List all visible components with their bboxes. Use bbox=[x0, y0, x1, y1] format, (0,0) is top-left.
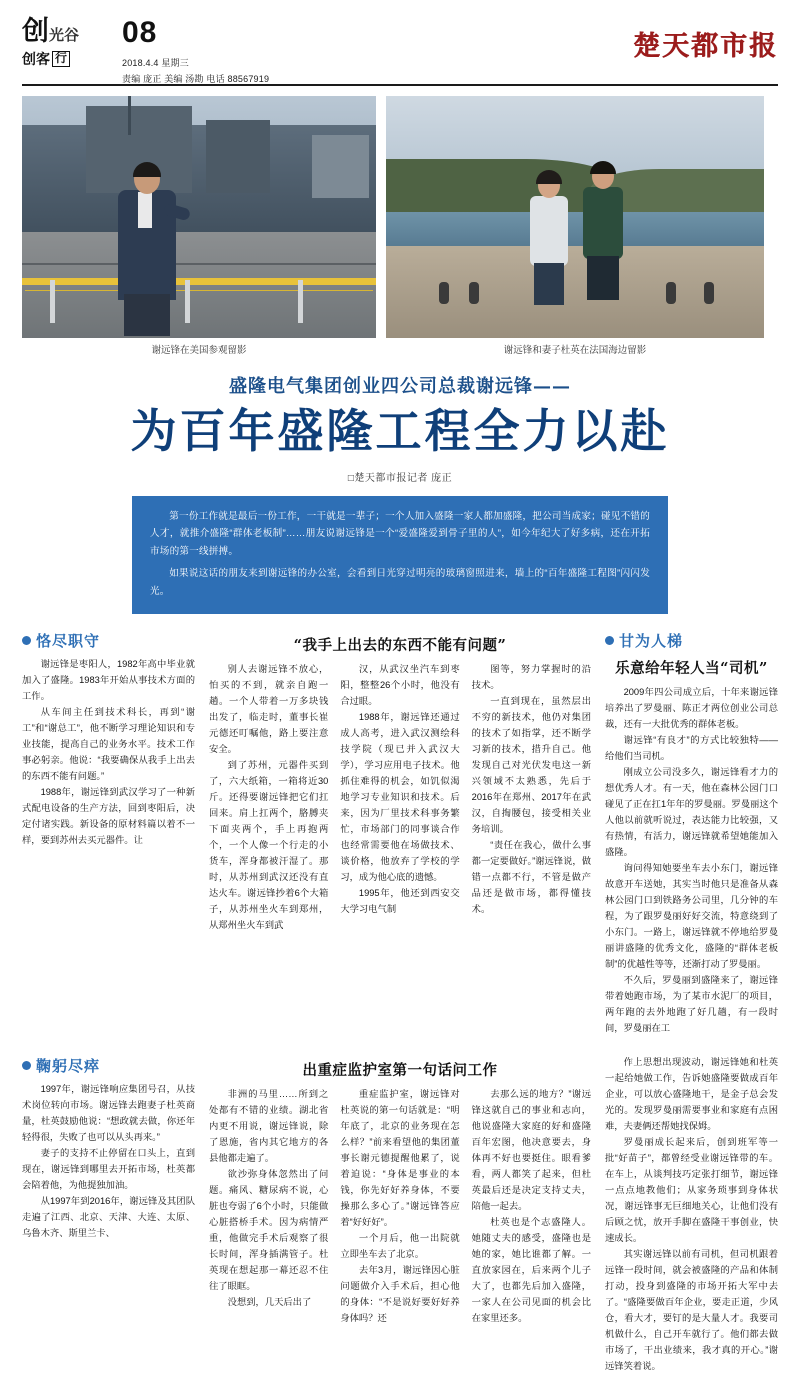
paragraph: 作上思想出现波动，谢远锋她和杜英一起给她做工作，告诉她盛隆要做成百年企业，可以放心盛隆地干，是金子总会发光的。发现罗曼丽需要事业和家庭有点困难，夫妻俩还帮她找保姆。 bbox=[605, 1056, 778, 1131]
paragraph: 去年3月，谢远锋因心脏问题做介入手术后，担心他的身体：“不是说好要好好养身体吗？还 bbox=[340, 1264, 460, 1323]
text-column bbox=[340, 662, 459, 934]
paragraph: 没想到，几天后出了 bbox=[227, 1296, 312, 1307]
center-text-columns-2 bbox=[209, 1087, 591, 1327]
text-column bbox=[472, 662, 591, 934]
paragraph: 1997年，谢远锋响应集团号召，从技术岗位转向市场。谢远锋去跑妻子杜英商量，杜英鼓励他说：“想政就去做，你还年轻得很，失败了也可以从头再来。” bbox=[22, 1083, 195, 1142]
paragraph: 1988年，谢远锋还通过成人高考，进入武汉测绘科技学院（现已并入武汉大学），学习应用电子技术。他抓住难得的机会，如饥似渴地学习专业知识和技术。后来，因为厂里技术科事务繁忙，市场部门的同事谈合作也经常需要他在场做技术、谈价格，他放弃了学校的学习，成为他心底的遗憾。 bbox=[340, 712, 460, 883]
section-heading-left-mid bbox=[22, 1055, 195, 1076]
paragraph: 杜英也是个志盛隆人。她随丈夫的感受，盛隆也是她的家，她比谁都了解。一直放家园在，后来两个儿子大了，也都先后加入盛隆，一家人在公司见面的机会比在家里还多。 bbox=[471, 1216, 591, 1323]
paragraph: 1988年，谢远锋到武汉学习了一种新式配电设备的生产方法，回到枣阳后，决定付诸实践。新设备的原材料篇以着不一样，要到苏州去买元器件。让 bbox=[22, 787, 195, 846]
photo-row bbox=[22, 96, 778, 356]
right-subhead: 乐意给年轻人当“司机” bbox=[615, 660, 768, 678]
photo-block-2 bbox=[386, 96, 764, 356]
paragraph: 从1997年到2016年，谢远锋及其团队走遍了江西、北京、天津、大连、太原、乌鲁木齐、斯里兰卡、 bbox=[22, 1195, 195, 1238]
paragraph: 妻子的支持不止停留在口头上，直到现在，谢远锋到哪里去开拓市场，杜英都会陪着他，为他提独加油。 bbox=[22, 1147, 195, 1190]
publication-logo bbox=[22, 18, 96, 69]
center-text-columns bbox=[209, 662, 591, 934]
paragraph: 到了苏州，元器件买到了，六大纸箱，一箱将近30斤。还得要谢远锋把它们扛回来。肩上扛两个，胳膊夹下面夹两个，手上再抱两个，一个人像一个行走的小货车，浑身都被汗湿了。那时，从苏州到武汉还没有直达火车。谢远锋抄着6个大箱子，从苏州坐火车到郑州，从郑州坐火车到武 bbox=[209, 760, 329, 931]
paragraph: 谢远锋“有良才”的方式比较独特——给他们当司机。 bbox=[605, 735, 778, 762]
page-title: 为百年盛隆工程全力以赴 bbox=[130, 404, 670, 458]
section-body bbox=[605, 1055, 778, 1375]
paragraph: 1995年，他还到西安交大学习电气制 bbox=[340, 888, 460, 915]
section-heading-left-top bbox=[22, 630, 195, 651]
paragraph: 其实谢远锋以前有司机，但司机跟着远锋一段时间，就会被盛隆的产品和体制打动，投身到盛隆的市场开拓大军中去了。“盛隆要做百年企业，要走正道，少风仓，看大才，要钉的是大量人才。我要司机做什么，自己开车就行了。他们都去做市场了，干出业绩来，我才真的开心。”谢远锋笑着说。 bbox=[605, 1248, 778, 1371]
logo-accent-text: 光谷 bbox=[49, 26, 80, 44]
paragraph: 别人去谢远锋不放心，怕买的不到，就亲自跑一趟。一个人带着一万多块钱出发了，临走时，董事长崔元德还叮嘱他，路上要注意安全。 bbox=[209, 664, 329, 755]
column-right-top bbox=[605, 630, 778, 1037]
paragraph: 询问得知她要坐车去小东门，谢远锋故意开车送她，其实当时他只是准备从森林公园门口到铁路务公司里，几分钟的车程，为了跟罗曼丽好好交流，特意绕到了小东门。一路上，谢远锋就不停地给罗曼丽讲盛隆的优秀文化，盛隆的“群体老板制”的优越性等等，还渐打动了罗曼丽。 bbox=[605, 863, 778, 969]
text-column bbox=[209, 662, 328, 934]
article-lower-grid bbox=[22, 1055, 778, 1375]
masthead bbox=[22, 18, 778, 86]
section-body bbox=[22, 1082, 195, 1242]
column-center-mid bbox=[209, 1055, 591, 1375]
column-left-top bbox=[22, 630, 195, 1037]
lead-paragraph: 第一份工作就是最后一份工作，一干就是一辈子；一个人加入盛隆一家人都加盛隆，把公司当成家；碰见不错的人才，就推介盛隆“群体老板制”……朋友说谢远锋是一个“爱盛隆爱到骨子里的人”，如今年纪大了好多病，还在开拓市场的第一线拼搏。 bbox=[150, 510, 650, 558]
photo-seaside-couple bbox=[386, 96, 764, 338]
text-column bbox=[209, 1087, 328, 1327]
lead-summary-box bbox=[132, 496, 668, 615]
photo-ship-deck bbox=[22, 96, 376, 338]
paragraph: 一个月后，他一出院就立即坐车去了北京。 bbox=[340, 1232, 460, 1259]
paragraph: “责任在我心，做什么事都一定要做好。”谢远锋说，做错一点都不行，不管是做产品还是做市场，都得懂技术。 bbox=[471, 840, 591, 915]
paragraph: 欲沙弥身体忽然出了问题。痛风、糖尿病不说，心脏也夸弱了6个小时，只能做心脏搭桥手术。因为病情严重，他做完手术后观察了很长时间，浑身插满管子。杜英现在想起那一幕还忍不住往了眼眶。 bbox=[209, 1168, 329, 1291]
paragraph: 刚成立公司没多久，谢远锋看才力的想优秀人才。有一天，他在森林公园门口碰见了正在扛1年年的罗曼丽。罗曼丽这个人他以前就听说过，表达能力比较强，又有热情，有活力，谢远锋就希望她能加入盛隆。 bbox=[605, 767, 778, 858]
logo-sub-text: 创客 bbox=[22, 52, 50, 68]
paragraph: 汉，从武汉坐汽车到枣阳，整整26个小时，他没有合过眼。 bbox=[340, 664, 460, 707]
paragraph: 谢远锋是枣阳人，1982年高中毕业就加入了盛隆。1983年开始从事技术方面的工作。 bbox=[22, 659, 195, 702]
photo-caption: 谢远锋在美国参观留影 bbox=[151, 345, 247, 356]
bullet-icon bbox=[22, 1061, 31, 1070]
photo-caption: 谢远锋和妻子杜英在法国海边留影 bbox=[503, 345, 647, 356]
article-upper-grid bbox=[22, 630, 778, 1037]
section-body bbox=[605, 685, 778, 1037]
headline-kicker: 盛隆电气集团创业四公司总裁谢远锋—— bbox=[229, 376, 571, 397]
logo-badge: 行 bbox=[52, 51, 70, 67]
text-column bbox=[472, 1087, 591, 1327]
logo-main-char: 创 bbox=[22, 16, 48, 47]
column-right-lower bbox=[605, 1055, 778, 1375]
paragraph: 重症监护室，谢远锋对杜英说的第一句话就是：“明年底了，北京的业务现在怎么样？”前来看望他的集团董事长谢元德提醒他累了，说着迫说：“身体是事业的本钱，你先好好养身体，不要操那么多心了。”谢远锋答应着“好好好”。 bbox=[340, 1088, 460, 1227]
photo-block-1 bbox=[22, 96, 376, 356]
text-column bbox=[340, 1087, 459, 1327]
paragraph: 非洲的马里……所到之处都有不错的业绩。湖北省内更不用说，谢远锋说，除了恩施，省内其它地方的各县他都走遍了。 bbox=[209, 1088, 329, 1163]
lead-paragraph: 如果说这话的朋友来到谢远锋的办公室，会看到日光穿过明亮的玻璃窗照进来，墙上的“百年盛隆工程图”闪闪发光。 bbox=[150, 567, 650, 597]
paragraph: 去那么远的地方？”谢远锋这就自己的事业和志向，他说盛隆大家庭的好和盛隆百年宏图，他决意要去，身体再不好也要挺住。眼看爹看，两人都笑了起来，但杜英最后还是决定支持丈夫，陪他一起去。 bbox=[471, 1088, 591, 1211]
paragraph: 一直到现在，虽然层出不穷的新技术，他仍对集团的技术了如指掌，还不断学习新的技术，措升自己。他发现自己对光伏发电这一新兴领域不太熟悉，先后于2016年在郑州、2017年在武汉，自掏腰包，接受相关业务培训。 bbox=[471, 696, 591, 835]
page-number: 08 bbox=[122, 16, 158, 49]
center-subhead: “我手上出去的东西不能有问题” bbox=[293, 637, 507, 655]
center-subhead-2: 出重症监护室第一句话问工作 bbox=[302, 1061, 498, 1079]
section-title: 甘为人梯 bbox=[619, 632, 684, 651]
paragraph: 2009年四公司成立后，十年来谢远锋培养出了罗曼丽、陈正才两位创业公司总裁，还有一大批优秀的群体老板。 bbox=[605, 687, 778, 730]
section-title: 鞠躬尽瘁 bbox=[36, 1056, 101, 1075]
byline: □楚天都市报记者 庞正 bbox=[347, 472, 453, 484]
section-body bbox=[22, 657, 195, 849]
date-line: 2018.4.4 星期三 bbox=[122, 58, 189, 68]
editor-credits: 责编 庞正 美编 汤勘 电话 88567919 bbox=[122, 74, 270, 84]
paragraph: 不久后，罗曼丽到盛隆来了，谢远锋带着她跑市场，为了某市水泥厂的项目，两年跑的去外地跑了好几趟，有一段时间，罗曼丽在工 bbox=[605, 974, 778, 1033]
paragraph: 从车间主任到技术科长，再到“谢工”和“谢总工”，他不断学习理论知识和专业技能，提高自己的业务水平。技术工作事必躬亲。他说：“我要确保从我手上出去的东西不能有问题。” bbox=[22, 707, 195, 782]
page-meta bbox=[110, 18, 269, 85]
paper-name: 楚天都市报 bbox=[633, 31, 778, 62]
section-heading-right-top bbox=[605, 630, 778, 651]
column-left-mid bbox=[22, 1055, 195, 1375]
section-title: 恪尽职守 bbox=[36, 632, 101, 651]
bullet-icon bbox=[605, 636, 614, 645]
column-center-top bbox=[209, 630, 591, 1037]
paragraph: 图等，努力掌握时的沿技术。 bbox=[471, 664, 591, 691]
paragraph: 罗曼丽成长起来后，创到班军等一批“好苗子”，都曾经受业谢远锋带的车。在车上，从谈判技巧定张打细节，谢远锋一点点地教他们；从家务琐事到身体状况，谢远锋事无巨细地关心，让他们没有后顾之忧，放开手脚在盛隆干事创业，快速成长。 bbox=[605, 1136, 778, 1243]
bullet-icon bbox=[22, 636, 31, 645]
